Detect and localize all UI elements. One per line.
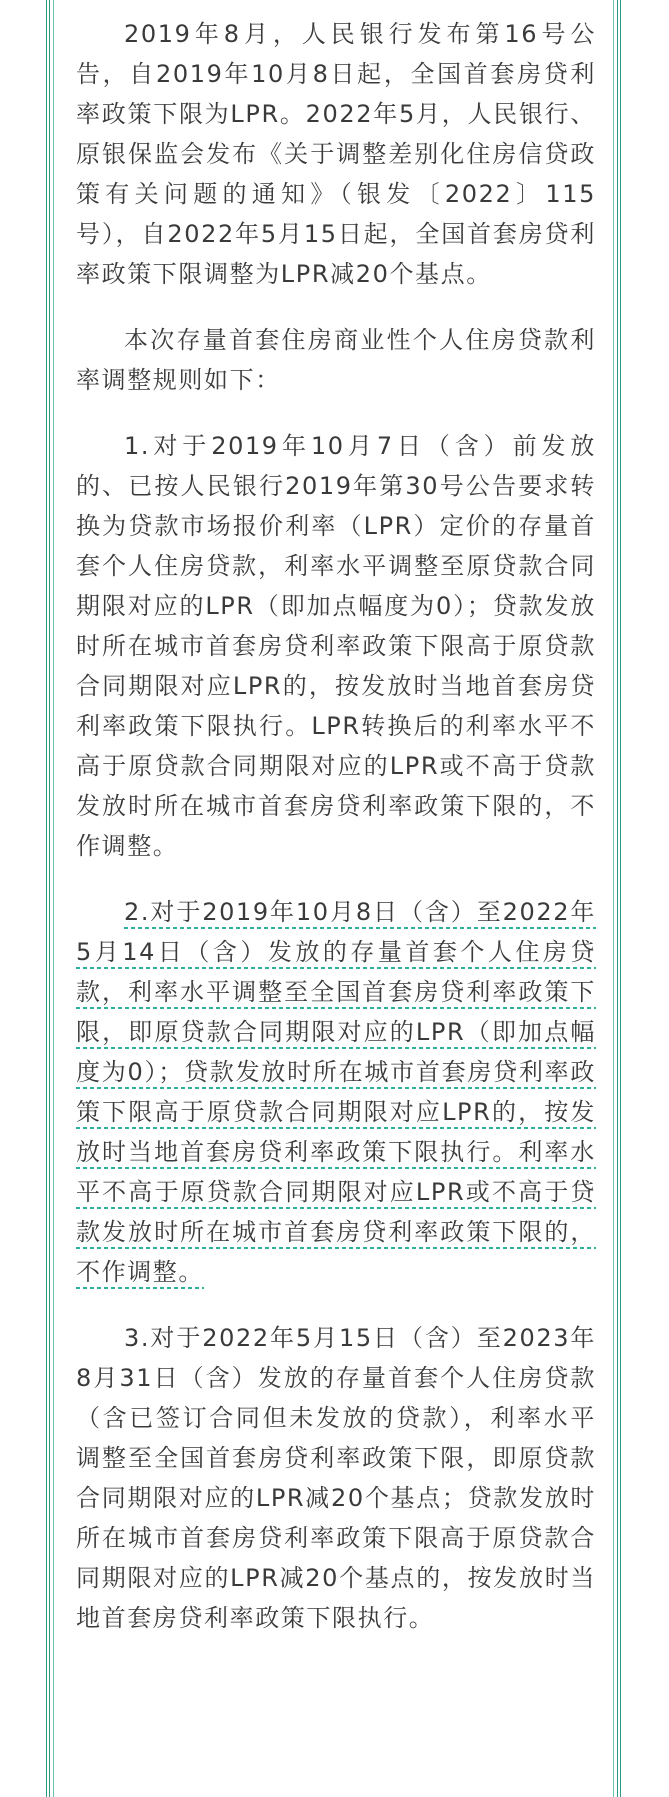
dashed-underline: [124, 927, 596, 929]
paragraph-gap: [76, 294, 596, 320]
paragraph-rules-intro: 本次存量首套住房商业性个人住房贷款利率调整规则如下：: [76, 326, 596, 394]
paragraph-rule-3: 3.对于2022年5月15日（含）至2023年8月31日（含）发放的存量首套个人住房贷款（含已签订合同但未发放的贷款），利率水平调整至全国首套房贷利率政策下限，即原贷款合同期限对应的LPR减20个基点；贷款发放时所在城市首套房贷利率政策下限高于原贷款合同期限对应的LPR减20个基点的，按发放时当地首套房贷利率政策下限执行。: [76, 1324, 596, 1632]
paragraph-gap: [76, 1292, 596, 1318]
dashed-underline: [76, 1127, 596, 1129]
paragraph-rule-1: 1.对于2019年10月7日（含）前发放的、已按人民银行2019年第30号公告要求转换为贷款市场报价利率（LPR）定价的存量首套个人住房贷款，利率水平调整至原贷款合同期限对应的LPR（即加点幅度为0）；贷款发放时所在城市首套房贷利率政策下限高于原贷款合同期限对应LPR的，按发放时当地首套房贷利率政策下限执行。LPR转换后的利率水平不高于原贷款合同期限对应的LPR或不高于贷款发放时所在城市首套房贷利率政策下限的，不作调整。: [76, 432, 596, 860]
dashed-underline: [76, 1247, 596, 1249]
paragraph-rule-2: 2.对于2019年10月8日（含）至2022年5月14日（含）发放的存量首套个人住房贷款，利率水平调整至全国首套房贷利率政策下限，即原贷款合同期限对应的LPR（即加点幅度为0）；贷款发放时所在城市首套房贷利率政策下限高于原贷款合同期限对应LPR的，按发放时当地首套房贷利率政策下限执行。利率水平不高于原贷款合同期限对应LPR或不高于贷款发放时所在城市首套房贷利率政策下限的，不作调整。: [76, 898, 596, 1286]
dashed-underline: [76, 1207, 596, 1209]
highlighted-rule-2: [76, 892, 596, 1292]
dashed-underline: [76, 1007, 596, 1009]
paragraph-background: 2019年8月，人民银行发布第16号公告，自2019年10月8日起，全国首套房贷利率政策下限为LPR。2022年5月，人民银行、原银保监会发布《关于调整差别化住房信贷政策有关问题的通知》（银发〔2022〕115号），自2022年5月15日起，全国首套房贷利率政策下限调整为LPR减20个基点。: [76, 20, 596, 288]
article-body: [76, 0, 596, 1638]
dashed-underline: [76, 1087, 596, 1089]
paragraph-gap: [76, 866, 596, 892]
dashed-underline: [76, 1167, 596, 1169]
dashed-underline: [76, 1047, 596, 1049]
dashed-underline: [76, 967, 596, 969]
paragraph-gap: [76, 400, 596, 426]
dashed-underline: [76, 1287, 204, 1289]
